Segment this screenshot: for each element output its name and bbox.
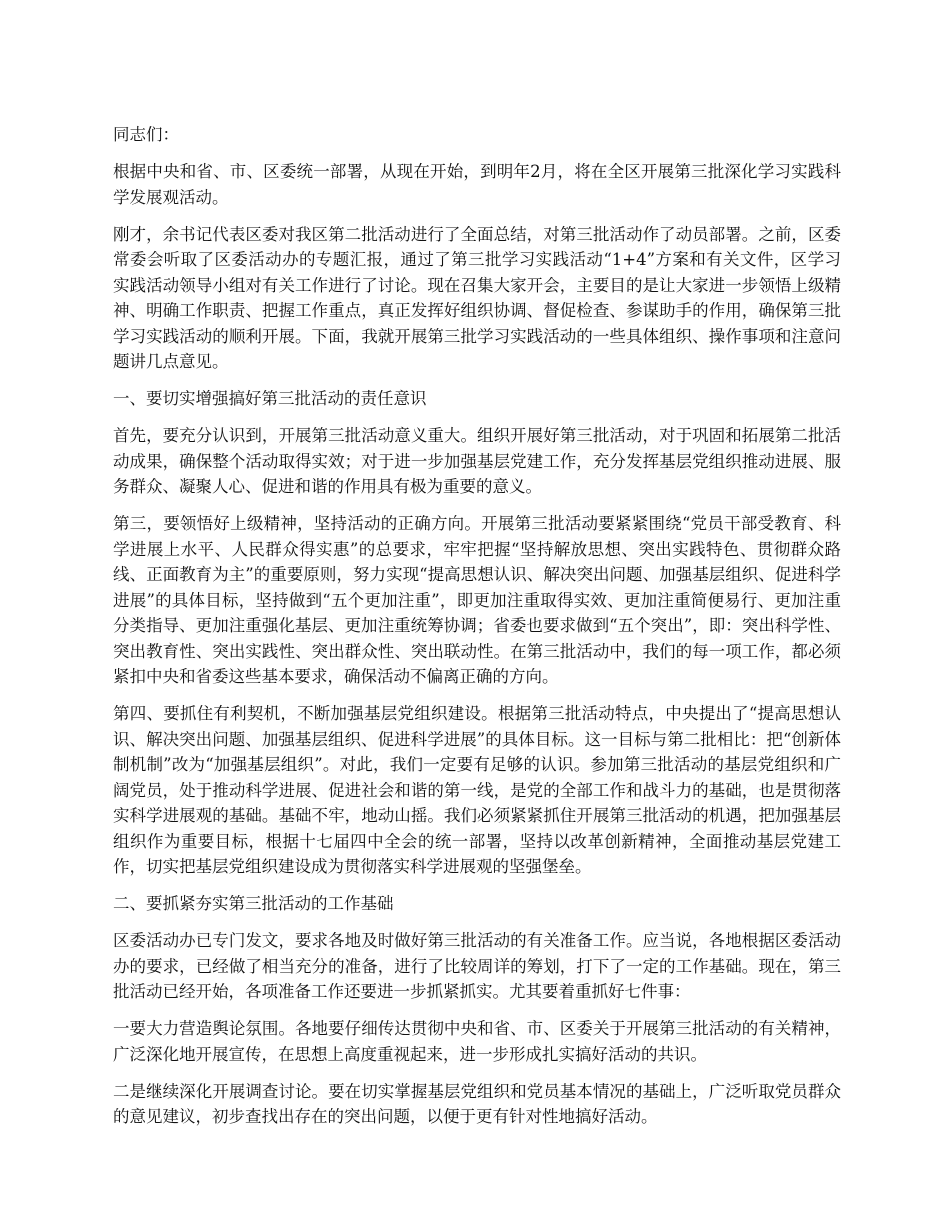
paragraph-preparation: 区委活动办已专门发文，要求各地及时做好第三批活动的有关准备工作。应当说，各地根据区委活动办的要求，已经做了相当充分的准备，进行了比较周详的筹划，打下了一定的工作基础。现在，第三批活动已经开始，各项准备工作还要进一步抓紧抓实。尤其要着重抓好七件事： xyxy=(113,931,841,1001)
document-body xyxy=(113,122,841,1141)
section-heading-2: 二、要抓紧夯实第三批活动的工作基础 xyxy=(113,894,394,913)
paragraph-intro: 根据中央和省、市、区委统一部署，从现在开始，到明年2月，将在全区开展第三批深化学习实践科学发展观活动。 xyxy=(113,162,841,207)
paragraph-background: 刚才，余书记代表区委对我区第二批活动进行了全面总结，对第三批活动作了动员部署。之前，区委常委会听取了区委活动办的专题汇报，通过了第三批学习实践活动“1+4”方案和有关文件，区学习实践活动领导小组对有关工作进行了讨论。现在召集大家开会，主要目的是让大家进一步领悟上级精神、明确工作职责、把握工作重点，真正发挥好组织协调、督促检查、参谋助手的作用，确保第三批学习实践活动的顺利开展。下面，我就开展第三批学习实践活动的一些具体组织、操作事项和注意问题讲几点意见。 xyxy=(113,224,841,371)
paragraph-task-1: 一要大力营造舆论氛围。各地要仔细传达贯彻中央和省、市、区委关于开展第三批活动的有关精神，广泛深化地开展宣传，在思想上高度重视起来，进一步形成扎实搞好活动的共识。 xyxy=(113,1019,841,1064)
paragraph-fourth-point: 第四、要抓住有利契机，不断加强基层党组织建设。根据第三批活动特点，中央提出了“提高思想认识、解决突出问题、加强基层组织、促进科学进展”的具体目标。这一目标与第二批相比：把“创新体制机制”改为“加强基层组织”。对此，我们一定要有足够的认识。参加第三批活动的基层党组织和广阔党员，处于推动科学进展、促进社会和谐的第一线，是党的全部工作和战斗力的基础，也是贯彻落实科学进展观的基础。基础不牢，地动山摇。我们必须紧紧抓住开展第三批活动的机遇，把加强基层组织作为重要目标，根据十七届四中全会的统一部署，坚持以改革创新精神，全面推动基层党建工作，切实把基层党组织建设成为贯彻落实科学进展观的坚强堡垒。 xyxy=(113,704,841,876)
salutation: 同志们： xyxy=(113,125,179,144)
paragraph-first-point: 首先，要充分认识到，开展第三批活动意义重大。组织开展好第三批活动，对于巩固和拓展第二批活动成果，确保整个活动取得实效；对于进一步加强基层党建工作，充分发挥基层党组织推动进展、服务群众、凝聚人心、促进和谐的作用具有极为重要的意义。 xyxy=(113,426,841,496)
paragraph-third-point: 第三，要领悟好上级精神，坚持活动的正确方向。开展第三批活动要紧紧围绕“党员干部受教育、科学进展上水平、人民群众得实惠”的总要求，牢牢把握“坚持解放思想、突出实践特色、贯彻群众路线、正面教育为主”的重要原则，努力实现“提高思想认识、解决突出问题、加强基层组织、促进科学进展”的具体目标，坚持做到“五个更加注重”，即更加注重取得实效、更加注重简便易行、更加注重分类指导、更加注重强化基层、更加注重统筹协调；省委也要求做到“五个突出”，即：突出科学性、突出教育性、突出实践性、突出群众性、突出联动性。在第三批活动中，我们的每一项工作，都必须紧扣中央和省委这些基本要求，确保活动不偏离正确的方向。 xyxy=(113,514,841,686)
section-heading-1: 一、要切实增强搞好第三批活动的责任意识 xyxy=(113,389,427,408)
paragraph-task-2: 二是继续深化开展调查讨论。要在切实掌握基层党组织和党员基本情况的基础上，广泛听取党员群众的意见建议，初步查找出存在的突出问题，以便于更有针对性地搞好活动。 xyxy=(113,1081,841,1126)
